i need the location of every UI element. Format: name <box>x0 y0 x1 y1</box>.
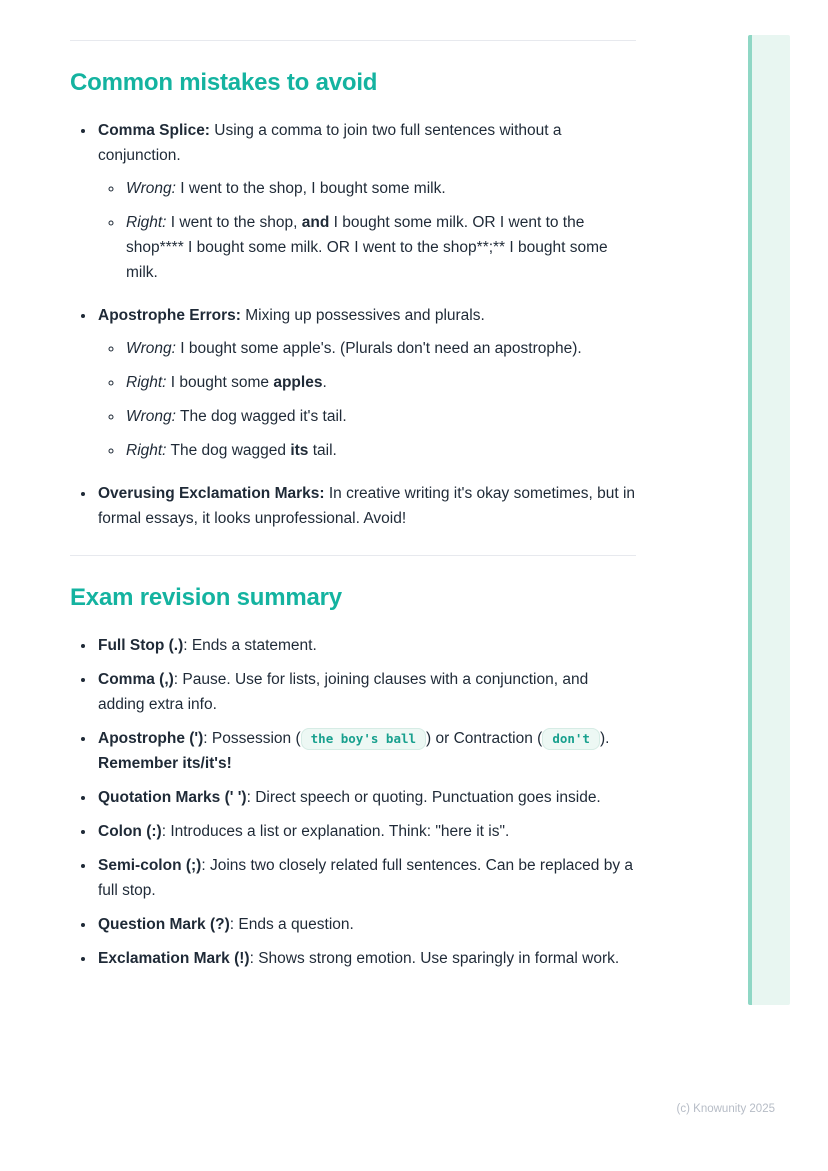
section-divider-middle <box>70 555 636 556</box>
text-segment: : Direct speech or quoting. Punctuation goes inside. <box>246 789 601 806</box>
text-segment: The dog wagged <box>166 442 291 459</box>
text-segment: its <box>290 442 309 459</box>
text-segment: : Possession ( <box>203 730 301 747</box>
text-segment: ) or Contraction ( <box>426 730 543 747</box>
text-segment: ). <box>599 730 610 747</box>
text-segment: Right: <box>126 214 167 231</box>
document-content <box>70 0 636 991</box>
text-segment: I went to the shop, <box>166 214 302 231</box>
text-segment: Question Mark (?) <box>98 916 230 933</box>
list-item <box>96 633 636 658</box>
text-segment: : Pause. Use for lists, joining clauses with a conjunction, and adding extra info. <box>98 671 589 713</box>
text-segment: Wrong: <box>126 408 176 425</box>
text-segment: Comma (,) <box>98 671 174 688</box>
text-segment: Remember its/it's! <box>98 755 232 772</box>
sub-list <box>98 176 636 285</box>
section-exam-revision <box>70 583 636 971</box>
text-segment: Overusing Exclamation Marks: <box>98 485 325 502</box>
text-segment: Colon (:) <box>98 823 162 840</box>
text-segment: : Introduces a list or explanation. Think: "here it is". <box>161 823 510 840</box>
list-item <box>96 481 636 531</box>
list-item <box>96 667 636 717</box>
text-segment: : Joins two closely related full sentences. Can be replaced by a full stop. <box>98 857 633 899</box>
list-item <box>96 726 636 776</box>
side-accent-bar <box>748 35 790 1005</box>
list-item <box>96 819 636 844</box>
text-segment: Using a comma to join two full sentences without a conjunction. <box>98 122 562 164</box>
list-item <box>96 118 636 285</box>
section-title-exam-revision: Exam revision summary <box>70 584 342 611</box>
text-segment: : Shows strong emotion. Use sparingly in formal work. <box>249 950 620 967</box>
list-item <box>96 853 636 903</box>
text-segment: Wrong: <box>126 180 176 197</box>
code-chip: don't <box>542 728 600 750</box>
sub-list-item <box>124 404 636 429</box>
list-item <box>96 912 636 937</box>
text-segment: Right: <box>126 442 167 459</box>
sub-list-item <box>124 336 636 361</box>
list-item <box>96 946 636 971</box>
text-segment: Semi-colon (;) <box>98 857 202 874</box>
text-segment: Exclamation Mark (!) <box>98 950 250 967</box>
text-segment: Apostrophe (') <box>98 730 204 747</box>
text-segment: and <box>301 214 330 231</box>
footer-credit: (c) Knowunity 2025 <box>676 1103 775 1115</box>
section-title-common-mistakes: Common mistakes to avoid <box>70 69 378 96</box>
text-segment: The dog wagged it's tail. <box>175 408 347 425</box>
text-segment: In creative writing it's okay sometimes, but in formal essays, it looks unprofessional. Avoid! <box>98 485 636 527</box>
text-segment: I bought some milk. OR I went to the shop**** I bought some milk. OR I went to the shop**;** I bought some milk. <box>126 214 608 281</box>
text-segment: Mixing up possessives and plurals. <box>240 307 485 324</box>
code-chip: the boy's ball <box>301 728 426 750</box>
text-segment: tail. <box>308 442 337 459</box>
text-segment: Quotation Marks (' ') <box>98 789 247 806</box>
text-segment: . <box>322 374 327 391</box>
section-common-mistakes <box>70 68 636 531</box>
text-segment: Apostrophe Errors: <box>98 307 241 324</box>
text-segment: Right: <box>126 374 167 391</box>
exam-revision-list <box>70 633 636 971</box>
text-segment: : Ends a statement. <box>183 637 317 654</box>
sub-list-item <box>124 370 636 395</box>
text-segment: I bought some apple's. (Plurals don't need an apostrophe). <box>175 340 582 357</box>
text-segment: Comma Splice: <box>98 122 210 139</box>
sub-list-item <box>124 438 636 463</box>
text-segment: I went to the shop, I bought some milk. <box>175 180 446 197</box>
common-mistakes-list <box>70 118 636 531</box>
sub-list-item <box>124 176 636 201</box>
text-segment: : Ends a question. <box>229 916 354 933</box>
text-segment: Wrong: <box>126 340 176 357</box>
text-segment: apples <box>273 374 323 391</box>
section-divider-top <box>70 40 636 41</box>
sub-list <box>98 336 636 463</box>
list-item <box>96 785 636 810</box>
sub-list-item <box>124 210 636 285</box>
text-segment: Full Stop (.) <box>98 637 184 654</box>
text-segment: I bought some <box>166 374 274 391</box>
list-item <box>96 303 636 463</box>
